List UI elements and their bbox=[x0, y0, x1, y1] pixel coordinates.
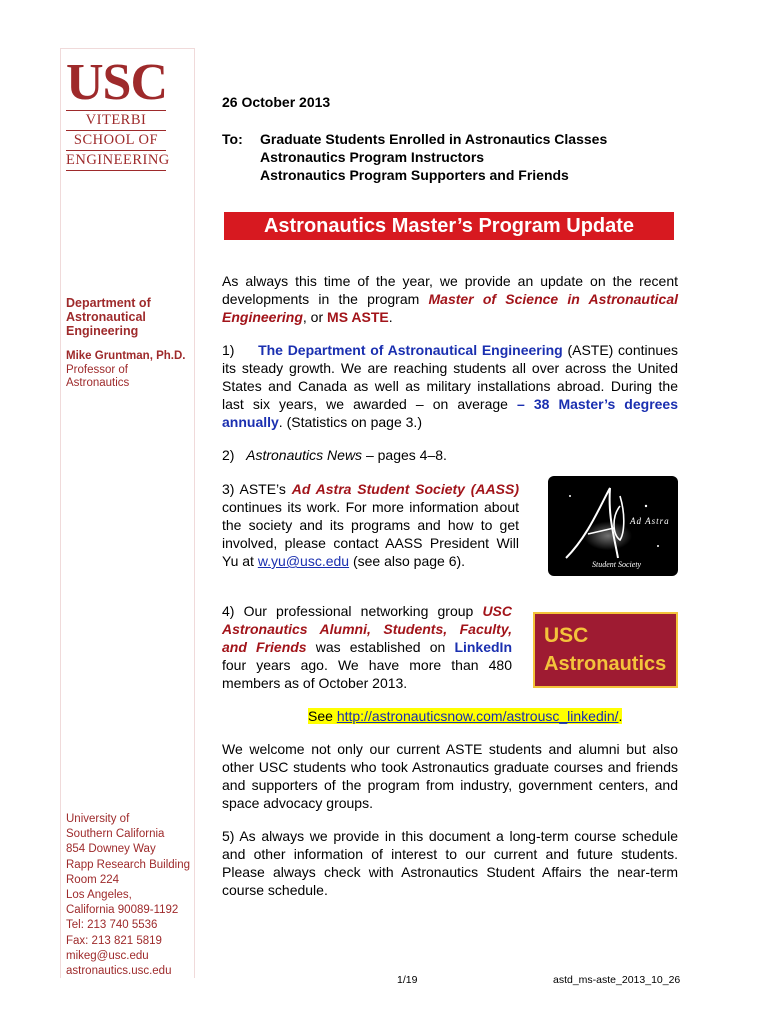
paragraph-5: 5) As always we provide in this document a long-term course schedule and other information of interest to our current and future students. Please always check with Astronautics Student Affairs the near-term course schedule. bbox=[222, 828, 678, 898]
address-website[interactable]: astronautics.usc.edu bbox=[66, 965, 172, 978]
address-block bbox=[66, 812, 206, 979]
address-line: Fax: 213 821 5819 bbox=[66, 934, 162, 947]
paragraph-text: – pages 4–8. bbox=[362, 447, 447, 463]
logo-line: SCHOOL OF bbox=[66, 130, 166, 150]
paragraph-2 bbox=[222, 446, 678, 464]
address-line: 854 Downey Way bbox=[66, 843, 156, 856]
address-line: Southern California bbox=[66, 828, 165, 841]
paragraph-text: . (Statistics on page 3.) bbox=[278, 414, 422, 430]
paragraph-text: was established on bbox=[306, 639, 455, 655]
networking-group-name: USC Astronautics Alumni, Students, Faculty, and Friends bbox=[222, 603, 512, 655]
paragraph-text: 4) Our professional networking group bbox=[222, 603, 483, 619]
news-title: Astronautics News bbox=[246, 447, 363, 463]
professor-block bbox=[66, 350, 206, 391]
email-link[interactable]: w.yu@usc.edu bbox=[257, 553, 350, 569]
logo-line: VITERBI bbox=[66, 110, 166, 130]
recipients-block bbox=[222, 130, 607, 184]
usc-astro-line1: USC bbox=[544, 624, 589, 647]
intro-text: As always this time of the year, we provide an update on the recent developments in the program bbox=[222, 273, 678, 307]
department-line: Astronautical bbox=[66, 310, 146, 324]
professor-name: Mike Gruntman, Ph.D. bbox=[66, 350, 186, 362]
ad-astra-letters: Ad Astra bbox=[630, 516, 670, 526]
intro-paragraph bbox=[222, 272, 678, 326]
paragraph-text: continues its work. For more information about the society and its programs and how to get involved, please contact AASS President Will Yu at bbox=[222, 499, 519, 569]
address-email[interactable]: mikeg@usc.edu bbox=[66, 949, 149, 962]
linkedin-text: LinkedIn bbox=[454, 639, 512, 655]
address-line: University of bbox=[66, 813, 130, 825]
see-end: . bbox=[618, 708, 623, 724]
usc-viterbi-logo bbox=[66, 54, 170, 171]
degrees-highlight: – 38 Master’s degrees annually bbox=[222, 396, 678, 430]
letter-date: 26 October 2013 bbox=[222, 94, 331, 110]
intro-text: . bbox=[388, 309, 393, 325]
welcome-paragraph: We welcome not only our current ASTE students and alumni but also other USC students who took Astronautics graduate courses and friends and supporters of the program from industry, government centers, and space advocacy groups. bbox=[222, 741, 678, 811]
address-line: Los Angeles, bbox=[66, 889, 132, 902]
paragraph-text: (see also page 6). bbox=[349, 553, 466, 569]
paragraph-4 bbox=[222, 602, 512, 692]
paragraph-number: 1) bbox=[222, 342, 235, 358]
professor-title-line: Astronautics bbox=[66, 377, 130, 389]
paragraph-text: 3) ASTE’s bbox=[222, 481, 292, 497]
department-line: Engineering bbox=[66, 324, 139, 338]
paragraph-number: 2) bbox=[222, 447, 235, 463]
professor-title-line: Professor of bbox=[66, 363, 128, 376]
usc-astro-line2: Astronautics bbox=[544, 653, 667, 675]
intro-text: , or bbox=[302, 309, 328, 325]
linkedin-url-line bbox=[308, 707, 622, 725]
address-line: Room 224 bbox=[66, 873, 120, 886]
address-line: California 90089-1192 bbox=[66, 904, 179, 917]
recipient-line: Graduate Students Enrolled in Astronautics Classes bbox=[260, 131, 608, 147]
address-line: Rapp Research Building bbox=[66, 858, 191, 871]
department-line: Department of bbox=[66, 296, 151, 310]
paragraph-text: (ASTE) continues its steady growth. We are reaching students all over across the United States and Canada as well as military installations abroad. During the last six years, we awarded – on average bbox=[222, 342, 678, 412]
department-link-text: The Department of Astronautical Engineering bbox=[258, 342, 563, 358]
program-acronym: MS ASTE bbox=[327, 309, 389, 325]
society-name: Ad Astra Student Society (AASS) bbox=[291, 481, 519, 497]
student-society-caption: Student Society bbox=[592, 560, 642, 569]
program-name: Master of Science in Astronautical Engineering bbox=[222, 291, 678, 325]
usc-astronautics-logo bbox=[533, 612, 678, 688]
address-line: Tel: 213 740 5536 bbox=[66, 919, 158, 932]
paragraph-3 bbox=[222, 480, 519, 570]
to-label: To: bbox=[222, 131, 243, 147]
ad-astra-society-logo bbox=[548, 476, 678, 576]
program-update-banner: Astronautics Master’s Program Update bbox=[224, 212, 674, 240]
logo-usc-text: USC bbox=[66, 54, 168, 111]
paragraph-1 bbox=[222, 341, 678, 431]
recipient-line: Astronautics Program Supporters and Friends bbox=[260, 167, 569, 183]
page-number: 1/19 bbox=[397, 974, 418, 986]
logo-line: ENGINEERING bbox=[66, 150, 166, 171]
see-label: See bbox=[308, 708, 337, 724]
linkedin-url-link[interactable]: http://astronauticsnow.com/astrousc_linkedin/ bbox=[336, 708, 619, 724]
recipient-line: Astronautics Program Instructors bbox=[260, 149, 485, 165]
document-id: astd_ms-aste_2013_10_26 bbox=[553, 974, 681, 986]
paragraph-text: four years ago. We have more than 480 members as of October 2013. bbox=[222, 657, 512, 691]
department-name bbox=[66, 296, 196, 338]
